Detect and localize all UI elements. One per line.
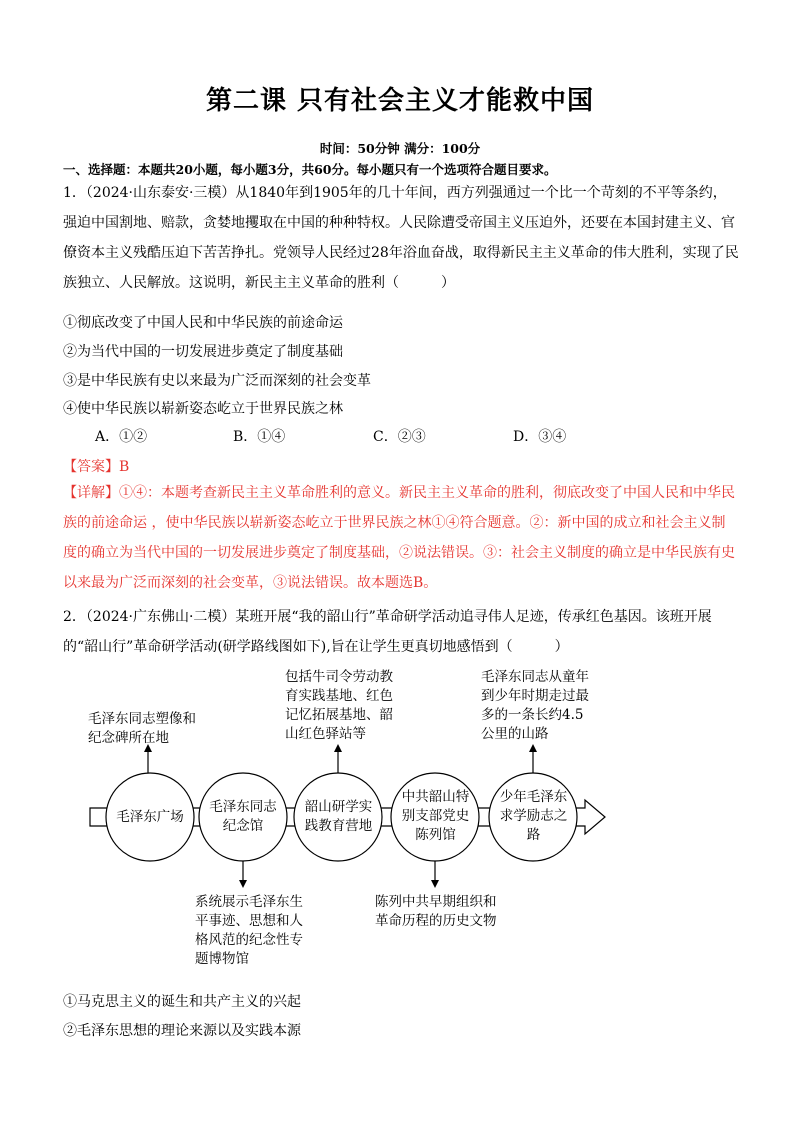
stop-label-4: 中共韶山特别支部党史陈列馆	[401, 789, 470, 843]
route-diagram	[80, 668, 620, 968]
connector-up-5-head	[529, 744, 537, 752]
note-bottom-4: 陈列中共早期组织和革命历程的历史文物	[375, 894, 497, 929]
section-heading: 一、选择题：本题共20小题，每小题3分，共60分。每小题只有一个选项符合题目要求。	[63, 162, 557, 177]
page-title: 第二课 只有社会主义才能救中国	[205, 86, 595, 116]
stop-label-3: 韶山研学实践教育营地	[304, 799, 373, 834]
q1-option-c[interactable]: C．②③	[373, 429, 426, 445]
note-top-1: 毛泽东同志塑像和纪念碑所在地	[88, 711, 196, 746]
stop-label-1: 毛泽东广场	[116, 809, 184, 825]
q1-option-d[interactable]: D．③④	[513, 429, 567, 445]
connector-down-2-head	[239, 880, 247, 888]
q1-explanation: 【详解】①④：本题考查新民主主义革命胜利的意义。新民主主义革命的胜利，彻底改变了中国人民和中华民族的前途命运 ，使中华民族以崭新姿态屹立于世界民族之林①④符合题意。②：新中国的成立和社会主义制度的确立为当代中国的一切发展进步奠定了制度基础，②说法错误。③：社会主义制度的确立是中华民族有史以来最为广泛而深刻的社会变革，③说法错误。故本题选B。	[63, 485, 735, 591]
q1-item-4: ④使中华民族以崭新姿态屹立于世界民族之林	[63, 401, 343, 417]
q1-option-a[interactable]: A．①②	[95, 429, 148, 445]
question-1-stem: 1．（2024·山东泰安·三模）从1840年到1905年的几十年间，西方列强通过一个比一个苛刻的不平等条约，强迫中国割地、赔款，贪婪地攫取在中国的种种特权。人民除遭受帝国主义压迫外，还要在本国封建主义、官僚资本主义残酷压迫下苦苦挣扎。党领导人民经过28年浴血奋战，取得新民主主义革命的伟大胜利，实现了民族独立、人民解放。这说明，新民主主义革命的胜利（ ）	[63, 185, 739, 291]
q2-item-1: ①马克思主义的诞生和共产主义的兴起	[63, 994, 301, 1010]
q1-item-1: ①彻底改变了中国人民和中华民族的前途命运	[63, 315, 343, 331]
q1-options	[95, 426, 566, 446]
q1-item-3: ③是中华民族有史以来最为广泛而深刻的社会变革	[63, 373, 371, 389]
q1-option-b[interactable]: B．①④	[233, 429, 286, 445]
connector-up-3-head	[334, 744, 342, 752]
stop-label-5: 少年毛泽东求学励志之路	[499, 789, 568, 843]
q2-item-2: ②毛泽东思想的理论来源以及实践本源	[63, 1023, 301, 1039]
note-top-5: 毛泽东同志从童年到少年时期走过最多的一条长约4.5公里的山路	[481, 669, 589, 742]
note-bottom-2: 系统展示毛泽东生平事迹、思想和人格风范的纪念性专题博物馆	[195, 894, 303, 967]
exam-meta: 时间：50分钟 满分：100分	[319, 141, 481, 156]
q1-answer: 【答案】B	[63, 459, 130, 475]
note-top-3: 包括牛司令劳动教育实践基地、红色记忆拓展基地、韶山红色驿站等	[285, 669, 393, 742]
question-2-stem: 2．（2024·广东佛山·二模）某班开展“我的韶山行”革命研学活动追寻伟人足迹，传承红色基因。该班开展的“韶山行”革命研学活动(研学路线图如下),旨在让学生更真切地感悟到（ ）	[63, 609, 712, 655]
connector-down-4-head	[431, 880, 439, 888]
q1-item-2: ②为当代中国的一切发展进步奠定了制度基础	[63, 344, 343, 360]
stop-label-2: 毛泽东同志纪念馆	[209, 799, 277, 834]
